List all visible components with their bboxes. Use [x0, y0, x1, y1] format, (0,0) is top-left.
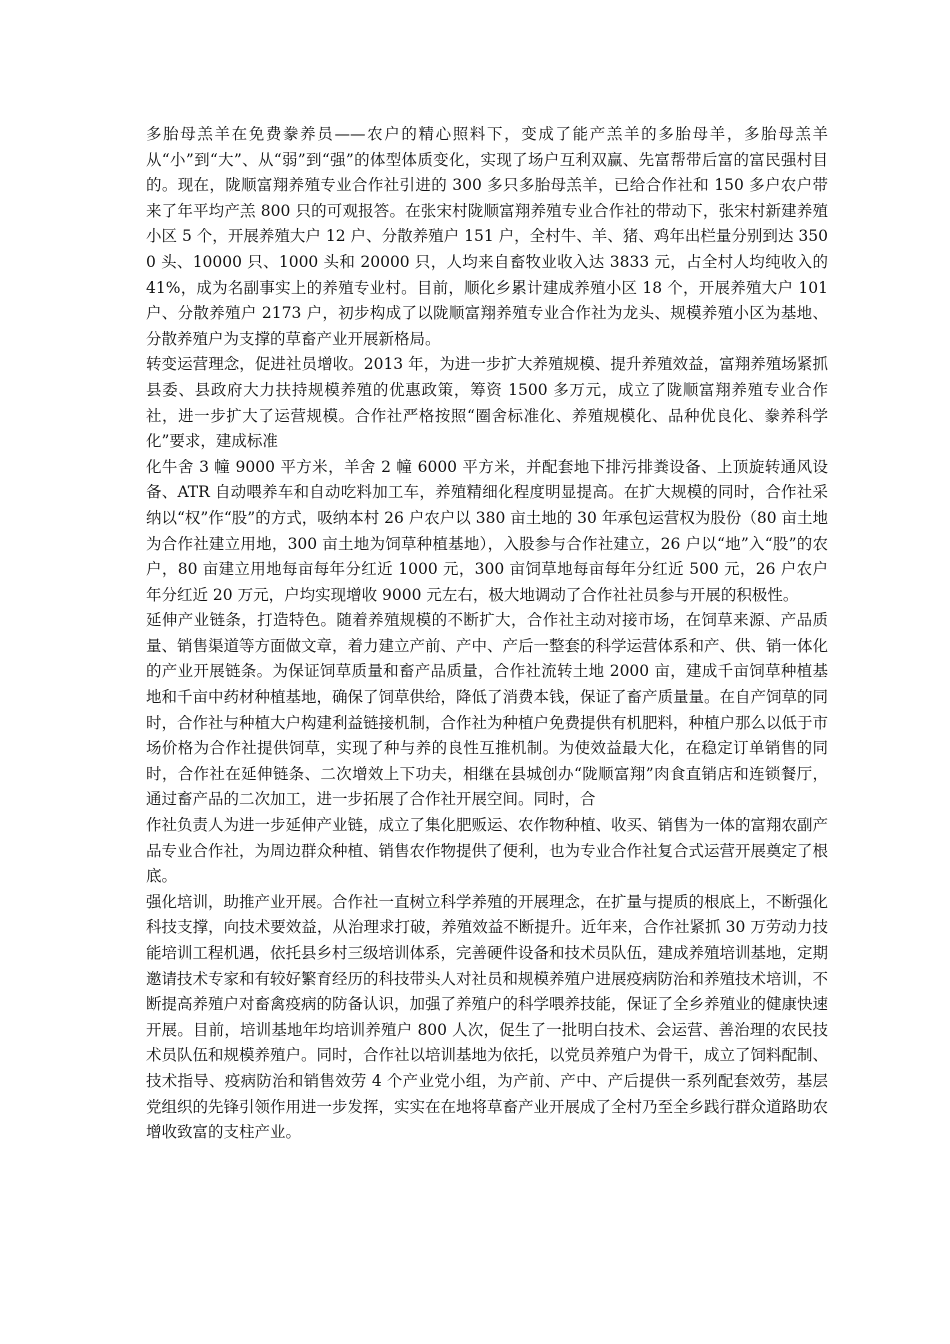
- document-body: [146, 122, 828, 1146]
- paragraph-4: 延伸产业链条，打造特色。随着养殖规模的不断扩大，合作社主动对接市场，在饲草来源、产品质量、销售渠道等方面做文章，着力建立产前、产中、产后一整套的科学运营体系和产、供、销一体化的产业开展链条。为保证饲草质量和畜产品质量，合作社流转土地 2000 亩，建成千亩饲草种植基地和千亩中药材种植基地，确保了饲草供给，降低了消费本钱，保证了畜产质量量。在自产饲草的同时，合作社与种植大户构建利益链接机制，合作社为种植户免费提供有机肥料，种植户那么以低于市场价格为合作社提供饲草，实现了种与养的良性互推机制。为使效益最大化，在稳定订单销售的同时，合作社在延伸链条、二次增效上下功夫，相继在县城创办“陇顺富翔”肉食直销店和连锁餐厅，通过畜产品的二次加工，进一步拓展了合作社开展空间。同时，合: [146, 611, 829, 809]
- paragraph-5: 作社负责人为进一步延伸产业链，成立了集化肥贩运、农作物种植、收买、销售为一体的富翔农副产品专业合作社，为周边群众种植、销售农作物提供了便利，也为专业合作社复合式运营开展奠定了根底。: [146, 816, 829, 886]
- paragraph-6: 强化培训，助推产业开展。合作社一直树立科学养殖的开展理念，在扩量与提质的根底上，不断强化科技支撑，向技术要效益，从治理求打破，养殖效益不断提升。近年来，合作社紧抓 30 万劳动力技能培训工程机遇，依托县乡村三级培训体系，完善硬件设备和技术员队伍，建成养殖培训基地，定期邀请技术专家和有较好繁育经历的科技带头人对社员和规模养殖户进展疫病防治和养殖技术培训，不断提高养殖户对畜禽疫病的防备认识，加强了养殖户的科学喂养技能，保证了全乡养殖业的健康快速开展。目前，培训基地年均培训养殖户 800 人次，促生了一批明白技术、会运营、善治理的农民技术员队伍和规模养殖户。同时，合作社以培训基地为依托，以党员养殖户为骨干，成立了饲料配制、技术指导、疫病防治和销售效劳 4 个产业党小组，为产前、产中、产后提供一系列配套效劳，基层党组织的先锋引领作用进一步发挥，实实在在地将草畜产业开展成了全村乃至全乡践行群众道路助农增收致富的支柱产业。: [146, 892, 829, 1142]
- paragraph-1: 多胎母羔羊在免费豢养员——农户的精心照料下，变成了能产羔羊的多胎母羊，多胎母羔羊从“小”到“大”、从“弱”到“强”的体型体质变化，实现了场户互利双赢、先富帮带后富的富民强村目的。现在，陇顺富翔养殖专业合作社引进的 300 多只多胎母羔羊，已给合作社和 150 多户农户带来了年平均产羔 800 只的可观报答。在张宋村陇顺富翔养殖专业合作社的带动下，张宋村新建养殖小区 5 个，开展养殖大户 12 户、分散养殖户 151 户，全村牛、羊、猪、鸡年出栏量分别到达 3500 头、10000 只、1000 头和 20000 只，人均来自畜牧业收入达 3833 元，占全村人均纯收入的 41%，成为名副事实上的养殖专业村。目前，顺化乡累计建成养殖小区 18 个，开展养殖大户 101 户、分散养殖户 2173 户，初步构成了以陇顺富翔养殖专业合作社为龙头、规模养殖小区为基地、分散养殖户为支撑的草畜产业开展新格局。: [146, 125, 828, 348]
- paragraph-3: 化牛舍 3 幢 9000 平方米，羊舍 2 幢 6000 平方米，并配套地下排污排粪设备、上顶旋转通风设备、ATR 自动喂养车和自动吃料加工车，养殖精细化程度明显提高。在扩大规模的同时，合作社采纳以“权”作“股”的方式，吸纳本村 26 户农户以 380 亩土地的 30 年承包运营权为股份（80 亩土地为合作社建立用地，300 亩土地为饲草种植基地），入股参与合作社建立，26 户以“地”入“股”的农户，80 亩建立用地每亩每年分红近 1000 元，300 亩饲草地每亩每年分红近 500 元，26 户农户年分红近 20 万元，户均实现增收 9000 元左右，极大地调动了合作社社员参与开展的积极性。: [146, 457, 828, 604]
- paragraph-2: 转变运营理念，促进社员增收。2013 年，为进一步扩大养殖规模、提升养殖效益，富翔养殖场紧抓县委、县政府大力扶持规模养殖的优惠政策，筹资 1500 多万元，成立了陇顺富翔养殖专业合作社，进一步扩大了运营规模。合作社严格按照“圈舍标准化、养殖规模化、品种优良化、豢养科学化”要求，建成标准: [146, 355, 828, 451]
